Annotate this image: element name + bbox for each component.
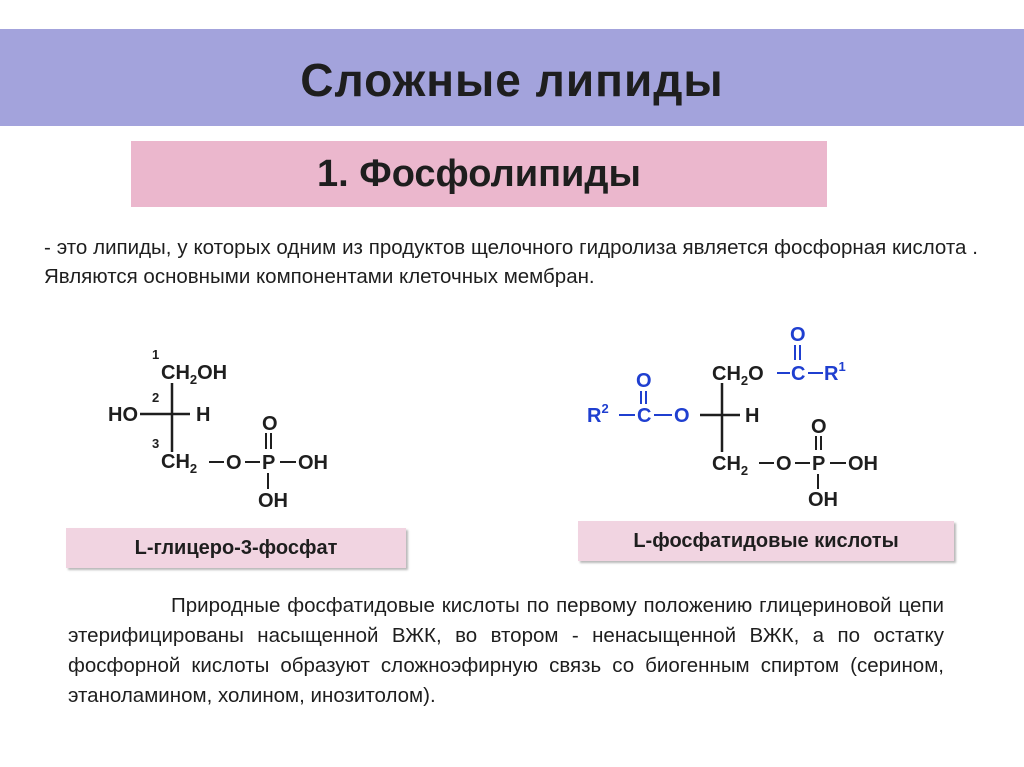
p-oh-right-label: OH <box>298 452 328 474</box>
c1-o-top-label: O <box>790 324 806 346</box>
glycerophosphate-structure <box>108 347 328 512</box>
p-label-right: P <box>812 453 826 475</box>
r1-label: $R^1$ <box>824 359 846 385</box>
r2-label: $R^2$ <box>587 401 609 427</box>
ester-o-label: O <box>226 452 242 474</box>
phosphatidic-acid-label: L-фосфатидовые кислоты <box>633 529 899 552</box>
glycerophosphate-label: L-глицеро-3-фосфат <box>134 536 338 559</box>
h-label-right: H <box>745 405 760 427</box>
slide-title: Сложные липиды <box>300 53 724 106</box>
ch2-label: $CH_2$ <box>161 451 198 476</box>
description-text: Природные фосфатидовые кислоты по первому положению глицериновой цепи этерифицированы насыщенной ВЖК, во втором - ненасыщенной ВЖК, а по остатку фосфорной кислоты образуют сложноэфирную связь со биогенным спиртом (серином, этаноламином, холином, инозитолом). <box>68 594 944 707</box>
glycerophosphate-label-box <box>66 528 406 568</box>
definition-text: - это липиды, у которых одним из продуктов щелочного гидролиза является фосфорная кислота . Являются основными компонентами клеточных мембран. <box>44 236 978 288</box>
ester-o-right-label: O <box>674 405 690 427</box>
c1-label: C <box>791 363 806 385</box>
locant-1: 1 <box>152 347 160 362</box>
phosphatidic-acid-label-box <box>578 521 954 561</box>
ch2-label-right: $CH_2$ <box>712 453 749 478</box>
locant-2: 2 <box>152 390 160 405</box>
h-label: H <box>196 404 211 426</box>
phosphate-o-right-label: O <box>776 453 792 475</box>
phosphatidic-acid-structure <box>587 324 878 511</box>
c2-label: C <box>637 405 652 427</box>
p-oh-bottom-label: OH <box>258 490 288 512</box>
c2-o-top-label: O <box>636 370 652 392</box>
slide-subtitle: 1. Фосфолипиды <box>317 152 641 195</box>
locant-3: 3 <box>152 436 160 451</box>
p-o-top-label-right: O <box>811 416 827 438</box>
p-label: P <box>262 452 276 474</box>
description-paragraph <box>68 591 944 711</box>
ch2o-label: $CH_2O$ <box>712 363 764 388</box>
p-oh-right-label-right: OH <box>848 453 878 475</box>
p-o-top-label: O <box>262 413 278 435</box>
p-oh-bottom-label-right: OH <box>808 489 838 511</box>
ch2oh-label: $CH_2OH$ <box>161 362 228 387</box>
ho-label: HO <box>108 404 138 426</box>
